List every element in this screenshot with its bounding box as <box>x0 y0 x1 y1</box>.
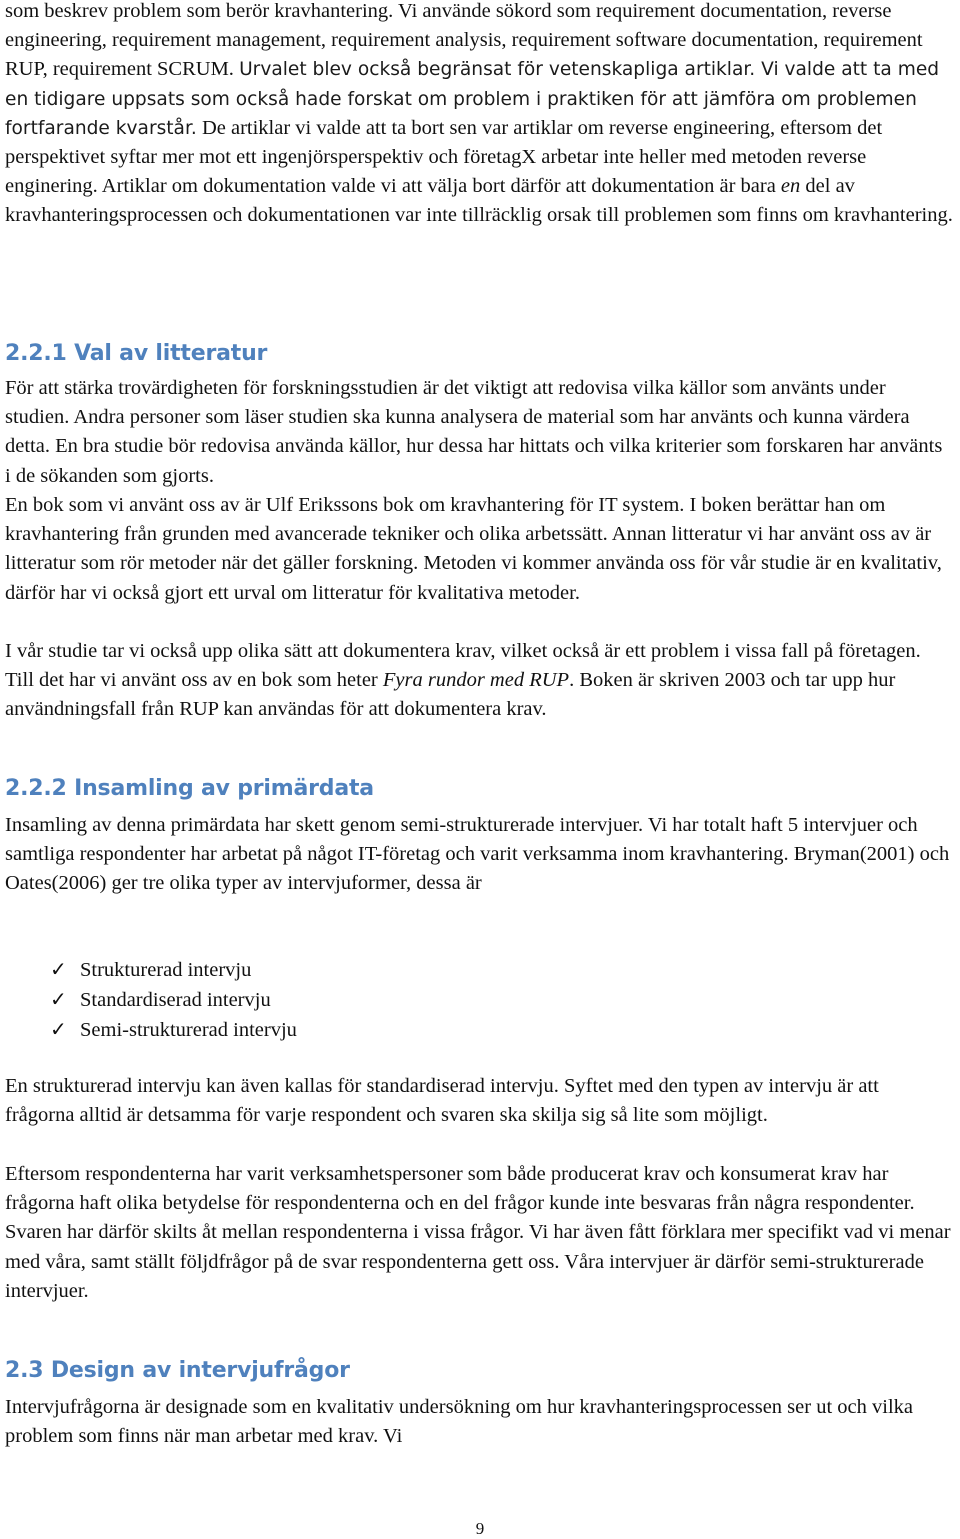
book-title-emphasis: Fyra rundor med RUP <box>382 669 570 692</box>
heading-2-2-2-title: Insamling av primärdata <box>74 776 374 801</box>
intro-sentence-2: Urvalet blev också begränsat för vetenskapliga artiklar. Vi valde att ta med en tidigare uppsats som också hade forskat om problem i praktiken för att jämföra om problemen fortfarande kvarstår. <box>5 59 940 139</box>
list-item-label: Standardiserad intervju <box>80 989 271 1012</box>
heading-2-2-2-number: 2.2.2 <box>5 776 67 801</box>
check-icon: ✓ <box>50 1017 67 1042</box>
heading-2-2-1-title: Val av litteratur <box>74 341 268 366</box>
list-item <box>5 1015 605 1045</box>
heading-2-2-2 <box>5 775 374 803</box>
check-icon: ✓ <box>50 957 67 981</box>
section-2-2-2-paragraph-1: Insamling av denna primärdata har skett genom semi-strukturerade intervjuer. Vi har totalt haft 5 intervjuer och samtliga respondenter har arbetat på något IT-företag och varit verksamma inom kravhantering. Bryman(2001) och Oates(2006) ger tre olika typer av intervjuformer, dessa är <box>5 814 950 895</box>
heading-2-2-1 <box>5 340 267 368</box>
section-2-3-paragraph-1: Intervjufrågorna är designade som en kvalitativ undersökning om hur kravhanteringsprocessen ser ut och vilka problem som finns när man arbetar med krav. Vi <box>5 1396 913 1448</box>
page-number: 9 <box>475 1519 485 1538</box>
list-item <box>5 985 605 1015</box>
section-2-2-1-paragraph-1: För att stärka trovärdigheten för forskningsstudien är det viktigt att redovisa vilka källor som använts under studien. Andra personer som läser studien ska kunna analysera de material som har använts och kunna värdera detta. En bra studie bör redovisa använda källor, hur dessa har hittats och vilka kriterier som forskaren har använts i de sökanden som gjorts. <box>5 377 943 487</box>
interview-type-list <box>5 955 605 1046</box>
heading-2-2-1-number: 2.2.1 <box>5 341 67 366</box>
section-2-2-1-paragraph-3 <box>5 637 953 725</box>
intro-sentence-3-tail: del av kravhanteringsprocessen och dokumentationen var inte tillräcklig orsak till problemen som finns om kravhantering. <box>5 175 953 227</box>
section-2-2-2-paragraph-3: Eftersom respondenterna har varit verksamhetspersoner som både producerat krav och konsumerat krav har frågorna haft olika betydelse för respondenterna och en del frågor kunde inte besvaras från några respondenter. Svaren har därför skilts åt mellan respondenterna i vissa frågor. Vi har även fått förklara mer specifikt vad vi menar med våra, samt ställt följdfrågor på de svar respondenterna gett oss. Våra intervjuer är därför semi-strukturerade intervjuer. <box>5 1163 951 1302</box>
intro-paragraph <box>5 0 953 231</box>
list-item <box>5 955 605 985</box>
heading-2-3-number: 2.3 <box>5 1358 44 1383</box>
list-item-label: Strukturerad intervju <box>80 959 252 981</box>
intro-sentence-3: De artiklar vi valde att ta bort sen var artiklar om reverse engineering, eftersom det perspektivet syftar mer mot ett ingenjörsperspektiv och företagX arbetar inte heller med metoden reverse enginering. Artiklar om dokumentation valde vi att välja bort därför att dokumentation är bara <box>5 116 883 198</box>
section-2-2-2-paragraph-2: En strukturerad intervju kan även kallas för standardiserad intervju. Syftet med den typen av intervju är att frågorna alltid är detsamma för varje respondent och svaren ska skilja sig så lite som möjligt. <box>5 1075 879 1127</box>
section-2-2-1-paragraph-3-tail: . Boken är skriven 2003 och tar upp hur användningsfall från RUP kan användas för att dokumentera krav. <box>5 669 896 721</box>
intro-emphasis: en <box>780 175 801 198</box>
heading-2-3 <box>5 1357 350 1385</box>
intro-sentence-1: som beskrev problem som berör kravhantering. Vi använde sökord som requirement documentation, reverse engineering, requirement management, requirement analysis, requirement software documentation, requirement RUP, requirement SCRUM. <box>5 0 923 81</box>
list-item-label: Semi-strukturerad intervju <box>80 1019 297 1042</box>
heading-2-3-title: Design av intervjufrågor <box>50 1358 350 1383</box>
section-2-2-1-paragraph-3-head: I vår studie tar vi också upp olika sätt att dokumentera krav, vilket också är ett problem i vissa fall på företagen. Till det har vi använt oss av en bok som heter <box>5 640 921 692</box>
section-2-2-1-paragraph-2: En bok som vi använt oss av är Ulf Erikssons bok om kravhantering för IT system. I boken berättar han om kravhantering från grunden med avancerade tekniker och olika arbetssätt. Annan litteratur vi har använt oss av är litteratur som rör metoder när det gäller forskning. Metoden vi kommer använda oss för vår studie är en kvalitativ, därför har vi också gjort ett urval om litteratur för kvalitativa metoder. <box>5 494 942 604</box>
check-icon: ✓ <box>50 987 67 1012</box>
